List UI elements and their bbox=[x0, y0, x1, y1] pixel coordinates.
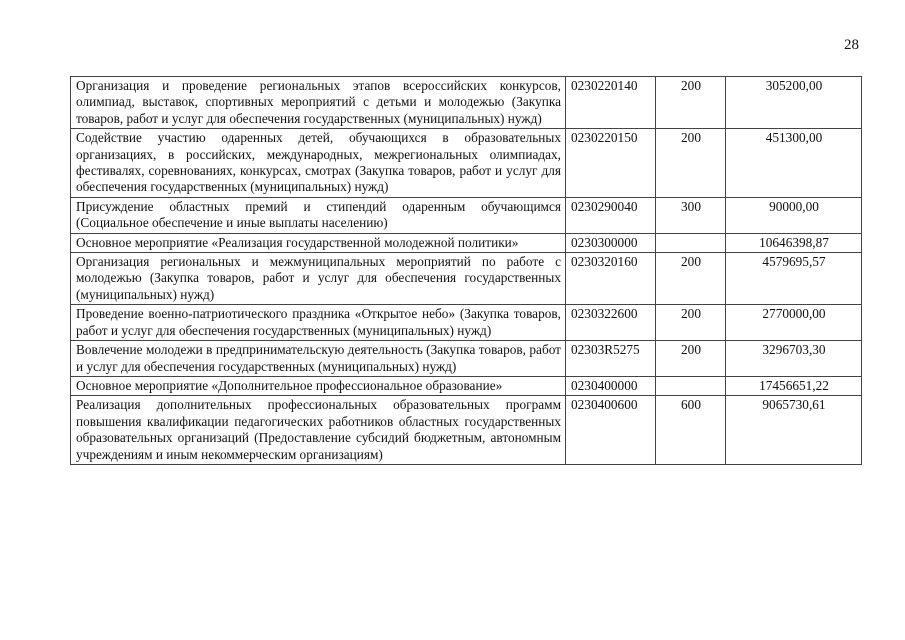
row-amount-cell: 10646398,87 bbox=[726, 233, 862, 252]
row-expense-type-cell: 200 bbox=[656, 341, 726, 377]
row-expense-type-cell bbox=[656, 233, 726, 252]
row-code-cell: 0230220150 bbox=[566, 129, 656, 198]
row-code-cell: 0230322600 bbox=[566, 305, 656, 341]
table-row bbox=[71, 305, 862, 341]
row-name-cell: Основное мероприятие «Дополнительное профессиональное образование» bbox=[71, 376, 566, 395]
row-amount-cell: 4579695,57 bbox=[726, 253, 862, 305]
row-name-cell: Основное мероприятие «Реализация государственной молодежной политики» bbox=[71, 233, 566, 252]
row-amount-cell: 451300,00 bbox=[726, 129, 862, 198]
row-amount-cell: 2770000,00 bbox=[726, 305, 862, 341]
row-amount-cell: 9065730,61 bbox=[726, 396, 862, 465]
row-expense-type-cell: 200 bbox=[656, 129, 726, 198]
row-expense-type-cell: 200 bbox=[656, 77, 726, 129]
row-name-cell: Организация региональных и межмуниципальных мероприятий по работе с молодежью (Закупка товаров, работ и услуг для обеспечения государственных (муниципальных) нужд) bbox=[71, 253, 566, 305]
table-row bbox=[71, 396, 862, 465]
row-name-cell: Содействие участию одаренных детей, обучающихся в образовательных организациях, в российских, международных, межрегиональных олимпиадах, фестивалях, соревнованиях, конкурсах, смотрах (Закупка товаров, работ и услуг для обеспечения государственных (муниципальных) нужд) bbox=[71, 129, 566, 198]
row-name-cell: Реализация дополнительных профессиональных образовательных программ повышения квалификации педагогических работников областных государственных образовательных организаций (Предоставление субсидий бюджетным, автономным учреждениям и иным некоммерческим организациям) bbox=[71, 396, 566, 465]
table-row bbox=[71, 341, 862, 377]
row-amount-cell: 3296703,30 bbox=[726, 341, 862, 377]
table-row bbox=[71, 253, 862, 305]
row-name-cell: Организация и проведение региональных этапов всероссийских конкурсов, олимпиад, выставок, спортивных мероприятий с детьми и молодежью (Закупка товаров, работ и услуг для обеспечения государственных (муниципальных) нужд) bbox=[71, 77, 566, 129]
table-row bbox=[71, 197, 862, 233]
row-code-cell: 0230320160 bbox=[566, 253, 656, 305]
row-code-cell: 0230220140 bbox=[566, 77, 656, 129]
row-amount-cell: 17456651,22 bbox=[726, 376, 862, 395]
table-row bbox=[71, 233, 862, 252]
table-row bbox=[71, 77, 862, 129]
row-code-cell: 0230290040 bbox=[566, 197, 656, 233]
budget-table-body bbox=[71, 77, 862, 465]
row-expense-type-cell: 200 bbox=[656, 253, 726, 305]
table-row bbox=[71, 376, 862, 395]
row-expense-type-cell: 300 bbox=[656, 197, 726, 233]
row-amount-cell: 305200,00 bbox=[726, 77, 862, 129]
row-code-cell: 0230400600 bbox=[566, 396, 656, 465]
row-name-cell: Проведение военно-патриотического праздника «Открытое небо» (Закупка товаров, работ и услуг для обеспечения государственных (муниципальных) нужд) bbox=[71, 305, 566, 341]
row-name-cell: Присуждение областных премий и стипендий одаренным обучающимся (Социальное обеспечение и иные выплаты населению) bbox=[71, 197, 566, 233]
row-code-cell: 0230400000 bbox=[566, 376, 656, 395]
row-code-cell: 0230300000 bbox=[566, 233, 656, 252]
table-row bbox=[71, 129, 862, 198]
row-expense-type-cell: 600 bbox=[656, 396, 726, 465]
row-expense-type-cell: 200 bbox=[656, 305, 726, 341]
budget-table bbox=[70, 76, 862, 465]
row-amount-cell: 90000,00 bbox=[726, 197, 862, 233]
page-number: 28 bbox=[844, 37, 859, 53]
row-code-cell: 02303R5275 bbox=[566, 341, 656, 377]
row-expense-type-cell bbox=[656, 376, 726, 395]
row-name-cell: Вовлечение молодежи в предпринимательскую деятельность (Закупка товаров, работ и услуг для обеспечения государственных (муниципальных) нужд) bbox=[71, 341, 566, 377]
